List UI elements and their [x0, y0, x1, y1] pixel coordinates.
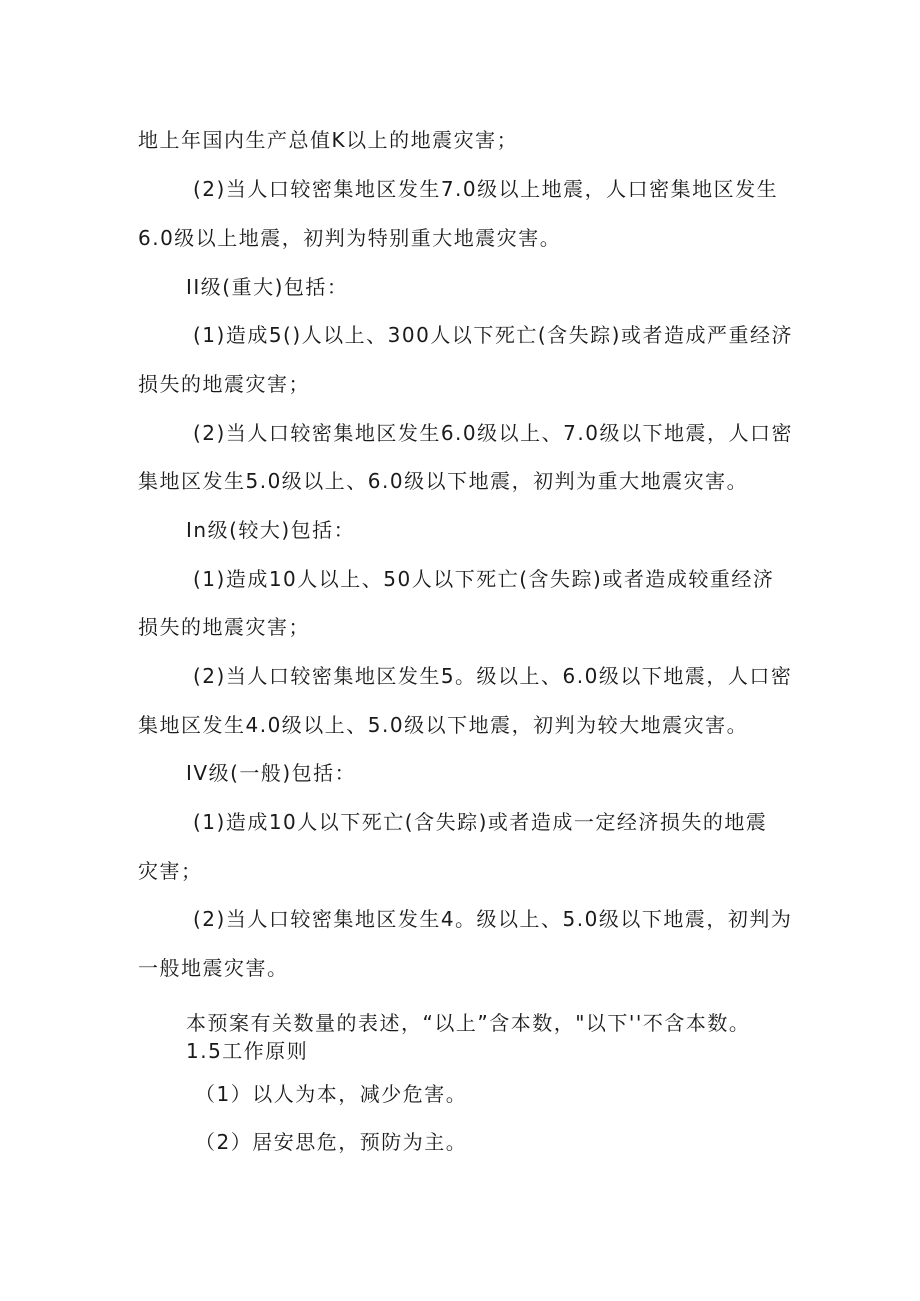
text-line: (2)当人口较密集地区发生5。级以上、6.0级以下地震，人口密: [193, 664, 793, 688]
text-line: (1)造成10人以下死亡(含失踪)或者造成一定经济损失的地震: [193, 810, 768, 834]
text-line: 一般地震灾害。: [138, 956, 289, 980]
text-line: 集地区发生4.0级以上、5.0级以下地震，初判为较大地震灾害。: [138, 713, 749, 737]
principle-item: （2）居安思危，预防为主。: [195, 1130, 468, 1154]
section-heading-level-3: In级(较大)包括：: [186, 518, 356, 542]
text-line: (1)造成5()人以上、300人以下死亡(含失踪)或者造成严重经济: [193, 323, 793, 347]
text-line: 灾害；: [138, 859, 203, 883]
text-line: 6.0级以上地震，初判为特别重大地震灾害。: [138, 226, 562, 250]
text-line: (1)造成10人以上、50人以下死亡(含失踪)或者造成较重经济: [193, 567, 775, 591]
text-line: (2)当人口较密集地区发生6.0级以上、7.0级以下地震，人口密: [193, 421, 793, 445]
principle-item: （1）以人为本，减少危害。: [195, 1082, 468, 1106]
section-heading-level-4: IV级(一般)包括：: [186, 761, 357, 785]
text-line: 地上年国内生产总值K以上的地震灾害；: [138, 128, 519, 152]
text-line: 损失的地震灾害；: [138, 615, 310, 639]
section-heading-level-2: II级(重大)包括：: [186, 275, 349, 299]
text-line: (2)当人口较密集地区发生7.0级以上地震，人口密集地区发生: [193, 177, 779, 201]
quantity-note: 本预案有关数量的表述，“以上”含本数，"以下''不含本数。: [186, 1011, 751, 1035]
text-line: 集地区发生5.0级以上、6.0级以下地震，初判为重大地震灾害。: [138, 469, 749, 493]
text-line: (2)当人口较密集地区发生4。级以上、5.0级以下地震，初判为: [193, 907, 793, 931]
text-line: 损失的地震灾害；: [138, 372, 310, 396]
section-heading-1-5: 1.5工作原则: [186, 1039, 309, 1063]
